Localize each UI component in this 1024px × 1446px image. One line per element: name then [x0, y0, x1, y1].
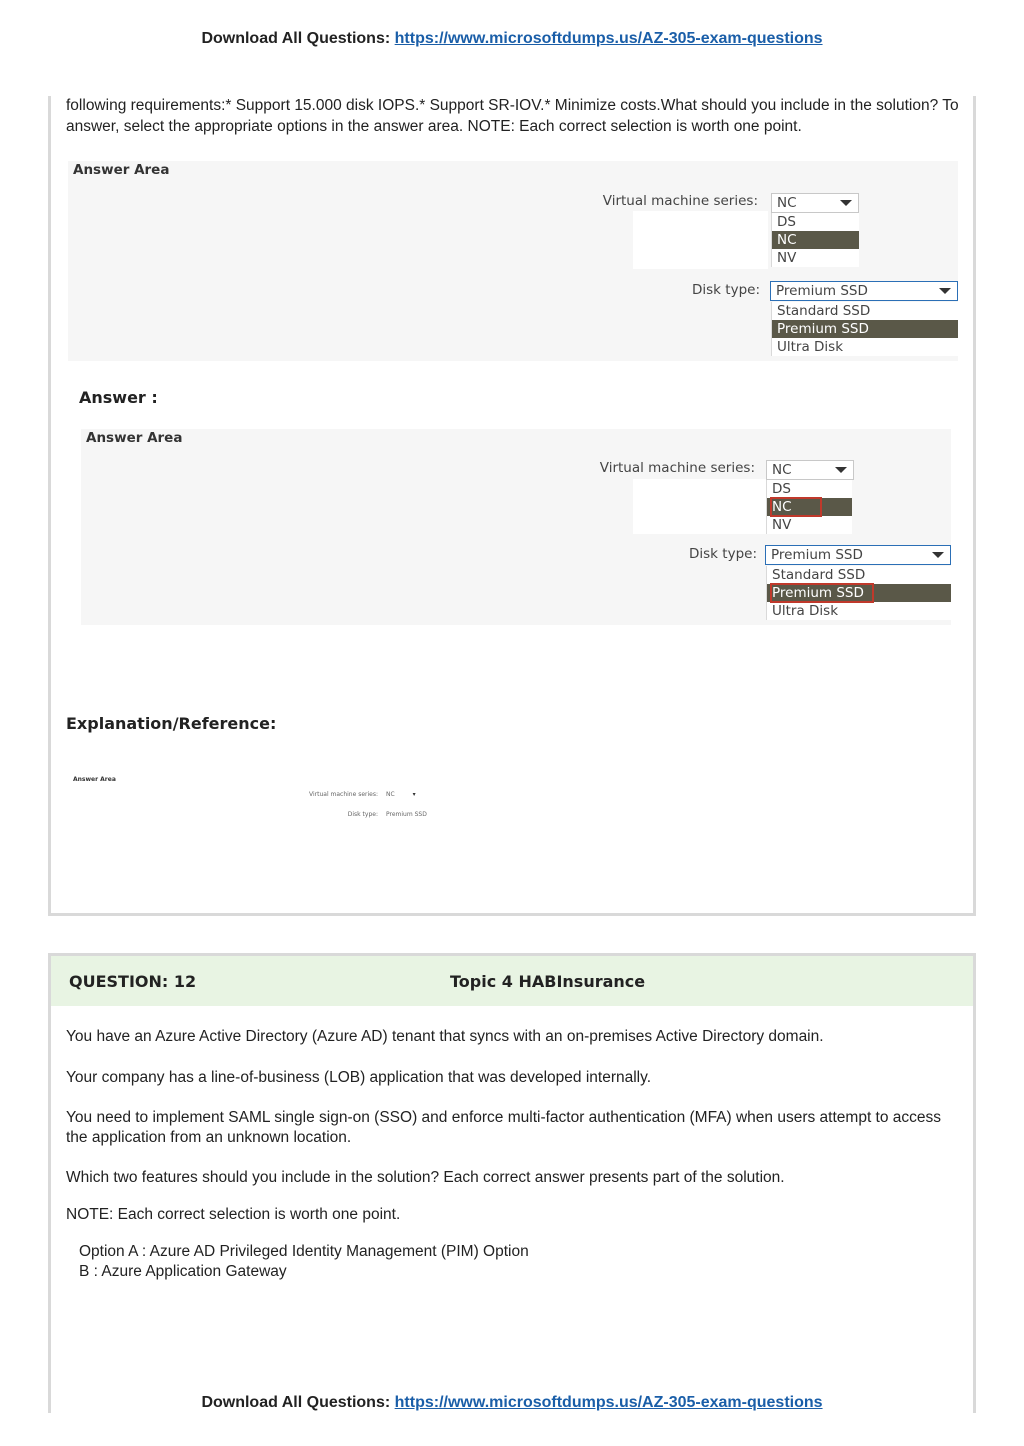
answer-vm-option-nc: [767, 498, 852, 516]
vm-option-ds[interactable]: DS: [777, 214, 796, 230]
answer-disk-type-dropdown: [765, 545, 951, 565]
answer-heading: Answer :: [79, 388, 158, 407]
vm-series-label: Virtual machine series:: [602, 193, 758, 209]
answer-vm-series-selected: NC: [772, 462, 792, 478]
correct-highlight: NC: [772, 499, 820, 515]
answer-disk-option-ultra: Ultra Disk: [772, 603, 839, 619]
disk-type-label: Disk type:: [692, 282, 760, 298]
answer-area-image: [68, 161, 958, 361]
answer-vm-series-options: [766, 480, 852, 534]
question-topic: Topic 4 HABInsurance: [450, 972, 646, 991]
disk-option-premium[interactable]: Premium SSD: [772, 320, 958, 338]
vm-option-nv[interactable]: NV: [777, 250, 797, 266]
download-label: Download All Questions:: [201, 30, 391, 47]
question-text: following requirements:* Support 15.000 disk IOPS.* Support SR-IOV.* Minimize costs.What should you include in the solution? To answer, select the appropriate options in the answer area. NOTE: Each correct selection is worth one point.: [66, 97, 959, 135]
question-number: QUESTION: 12: [69, 972, 197, 991]
vm-series-dropdown[interactable]: [771, 193, 859, 213]
chevron-down-icon: [840, 200, 852, 206]
download-label: Download All Questions:: [201, 1394, 391, 1411]
vm-series-options: [771, 213, 859, 267]
disk-type-options: [771, 302, 958, 356]
question-paragraph: Your company has a line-of-business (LOB) application that was developed internally.: [66, 1069, 652, 1086]
explanation-disk-label: Disk type:: [347, 811, 378, 818]
answer-disk-type-label: Disk type:: [689, 546, 757, 562]
option-line: Option A : Azure AD Privileged Identity Management (PIM) Option: [79, 1243, 529, 1260]
explanation-vm-label: Virtual machine series:: [309, 791, 378, 798]
answer-disk-type-selected: Premium SSD: [771, 547, 863, 563]
disk-option-standard[interactable]: Standard SSD: [777, 303, 871, 319]
answer-disk-option-premium: [767, 584, 951, 602]
option-line: B : Azure Application Gateway: [79, 1263, 287, 1280]
disk-type-selected: Premium SSD: [776, 283, 868, 299]
answer-vm-series-dropdown: [766, 460, 854, 480]
download-link[interactable]: https://www.microsoftdumps.us/AZ-305-exam-questions: [394, 1394, 823, 1411]
disk-type-dropdown[interactable]: [770, 281, 958, 301]
answer-disk-option-standard: Standard SSD: [772, 567, 866, 583]
question-paragraph: You need to implement SAML single sign-on (SSO) and enforce multi-factor authentication (MFA) when users attempt to access the application from an unknown location.: [66, 1109, 942, 1146]
explanation-title: Answer Area: [73, 776, 116, 783]
question-paragraph: Which two features should you include in the solution? Each correct answer presents part of the solution.: [66, 1169, 785, 1186]
answer-image: [81, 429, 951, 625]
vm-option-nc[interactable]: NC: [772, 231, 859, 249]
answer-vm-series-label: Virtual machine series:: [599, 460, 755, 476]
explanation-heading: Explanation/Reference:: [66, 714, 277, 733]
answer-vm-option-ds: DS: [772, 481, 791, 497]
chevron-down-icon: [932, 552, 944, 558]
vm-series-selected: NC: [777, 195, 797, 211]
explanation-vm-value: NC ▾: [386, 791, 416, 798]
question-paragraph: You have an Azure Active Directory (Azure AD) tenant that syncs with an on-premises Active Directory domain.: [66, 1028, 824, 1045]
answer-image-title: Answer Area: [86, 430, 183, 446]
correct-highlight: Premium SSD: [772, 585, 872, 601]
answer-area-title: Answer Area: [73, 162, 170, 178]
download-link[interactable]: https://www.microsoftdumps.us/AZ-305-exam-questions: [394, 30, 823, 47]
explanation-image: [70, 772, 470, 822]
chevron-down-icon: [939, 288, 951, 294]
answer-vm-option-nv: NV: [772, 517, 792, 533]
download-footer: [0, 1394, 1024, 1412]
question-note: NOTE: Each correct selection is worth one point.: [66, 1206, 401, 1223]
download-header: [0, 30, 1024, 48]
answer-disk-type-options: [766, 566, 951, 620]
disk-option-ultra[interactable]: Ultra Disk: [777, 339, 844, 355]
explanation-disk-value: Premium SSD: [386, 811, 427, 818]
chevron-down-icon: [835, 467, 847, 473]
